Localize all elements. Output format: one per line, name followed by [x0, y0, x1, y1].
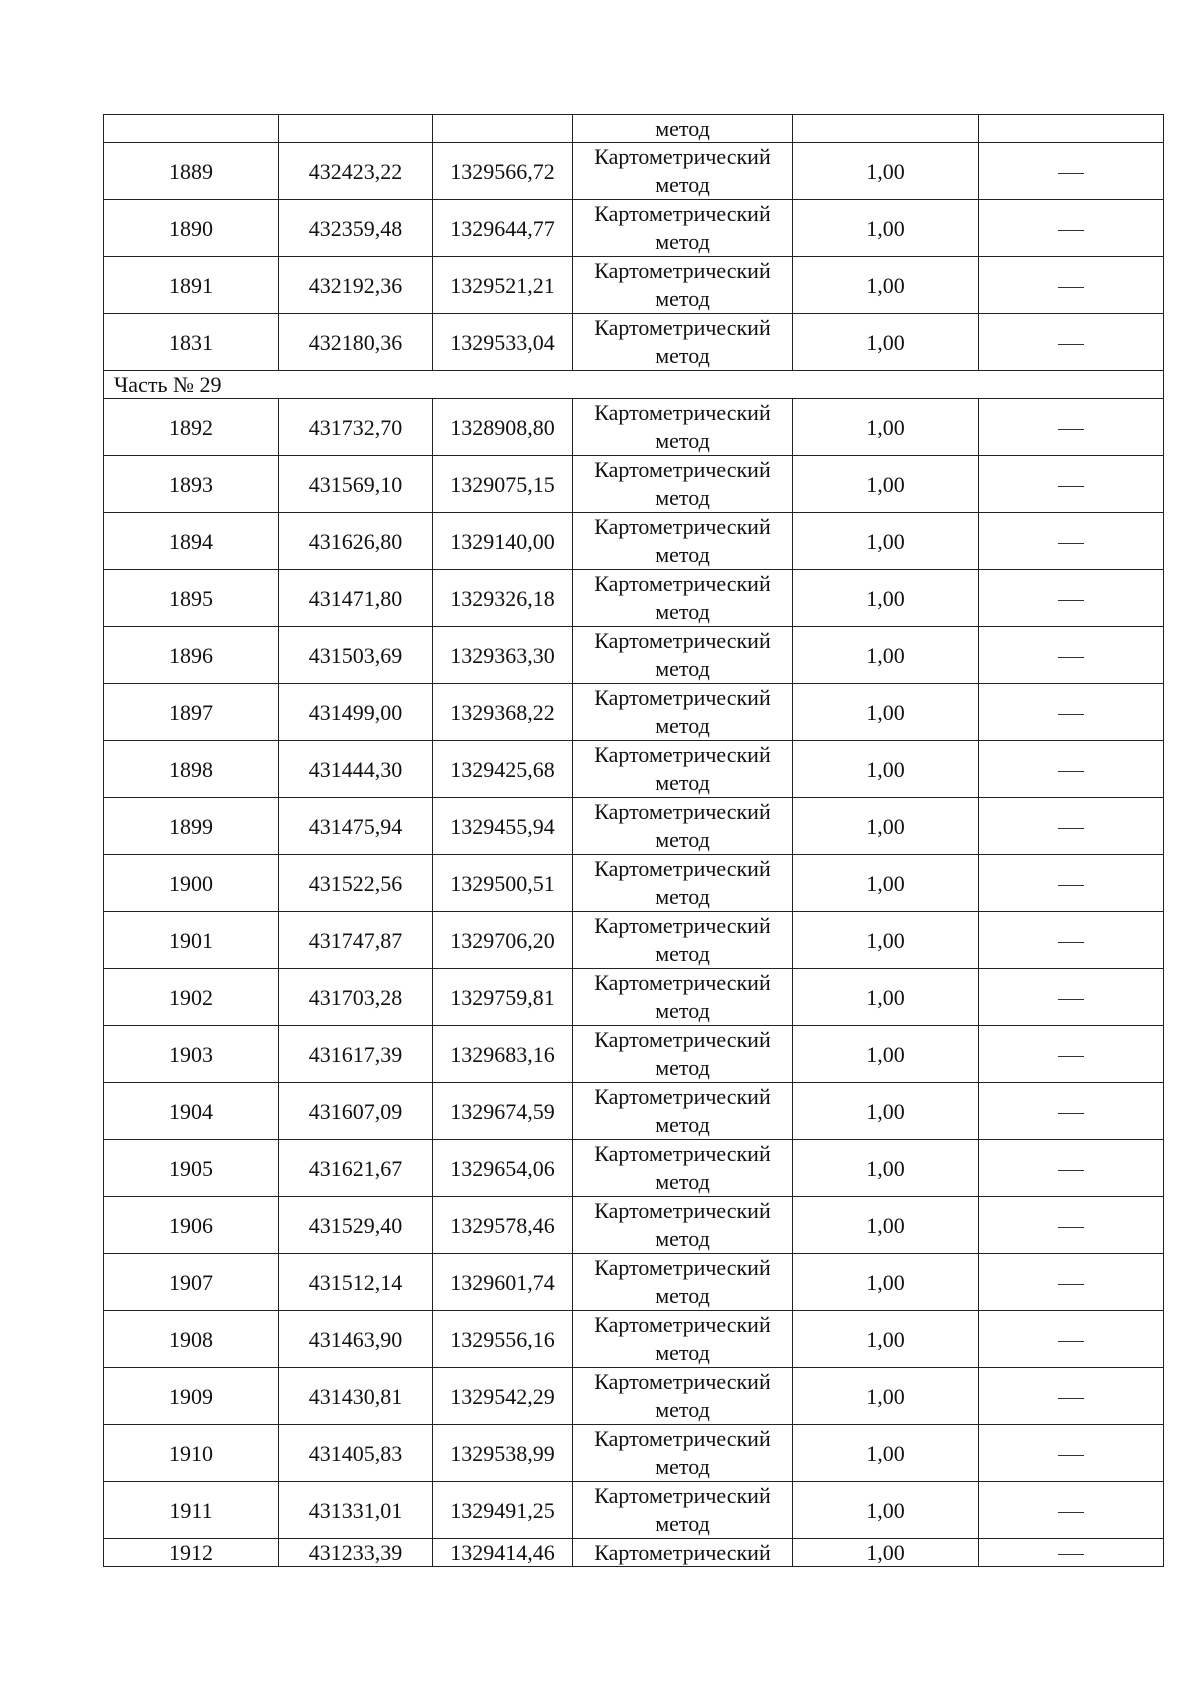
y-cell: 1329578,46	[433, 1197, 573, 1254]
accuracy-cell: 1,00	[793, 1482, 979, 1539]
point-cell: 1908	[104, 1311, 279, 1368]
method-cell	[573, 1197, 793, 1254]
table-row	[104, 513, 1164, 570]
dash-mark	[1058, 942, 1084, 943]
method-line: Картометрический	[594, 1483, 771, 1508]
description-cell	[979, 1311, 1164, 1368]
point-cell	[104, 115, 279, 143]
x-cell: 432359,48	[279, 200, 433, 257]
y-cell: 1329654,06	[433, 1140, 573, 1197]
accuracy-cell: 1,00	[793, 1539, 979, 1567]
method-line: Картометрический	[594, 514, 771, 539]
table-row	[104, 741, 1164, 798]
description-cell	[979, 200, 1164, 257]
point-cell: 1890	[104, 200, 279, 257]
accuracy-cell: 1,00	[793, 1083, 979, 1140]
accuracy-cell: 1,00	[793, 257, 979, 314]
description-cell	[979, 1140, 1164, 1197]
accuracy-cell: 1,00	[793, 627, 979, 684]
point-cell: 1897	[104, 684, 279, 741]
y-cell: 1329140,00	[433, 513, 573, 570]
point-cell: 1910	[104, 1425, 279, 1482]
table-row	[104, 798, 1164, 855]
point-cell: 1899	[104, 798, 279, 855]
y-cell: 1329521,21	[433, 257, 573, 314]
method-line: метод	[655, 998, 710, 1023]
dash-mark	[1058, 486, 1084, 487]
x-cell: 431569,10	[279, 456, 433, 513]
method-line: Картометрический	[594, 258, 771, 283]
accuracy-cell: 1,00	[793, 314, 979, 371]
x-cell: 431444,30	[279, 741, 433, 798]
y-cell: 1329533,04	[433, 314, 573, 371]
description-cell	[979, 1083, 1164, 1140]
coordinates-table-body	[104, 115, 1164, 1567]
description-cell	[979, 143, 1164, 200]
description-cell	[979, 399, 1164, 456]
table-row	[104, 1539, 1164, 1567]
y-cell: 1329674,59	[433, 1083, 573, 1140]
method-cell	[573, 1425, 793, 1482]
description-cell	[979, 1197, 1164, 1254]
x-cell: 431331,01	[279, 1482, 433, 1539]
method-line: метод	[655, 1511, 710, 1536]
y-cell: 1329491,25	[433, 1482, 573, 1539]
method-cell	[573, 570, 793, 627]
dash-mark	[1058, 1554, 1084, 1555]
y-cell: 1329326,18	[433, 570, 573, 627]
method-cell	[573, 1254, 793, 1311]
x-cell: 431626,80	[279, 513, 433, 570]
y-cell: 1329759,81	[433, 969, 573, 1026]
table-row	[104, 1425, 1164, 1482]
accuracy-cell: 1,00	[793, 1425, 979, 1482]
description-cell	[979, 741, 1164, 798]
table-row	[104, 1368, 1164, 1425]
table-row	[104, 570, 1164, 627]
table-row	[104, 1083, 1164, 1140]
method-cell	[573, 627, 793, 684]
dash-mark	[1058, 429, 1084, 430]
x-cell: 431621,67	[279, 1140, 433, 1197]
point-cell: 1901	[104, 912, 279, 969]
x-cell: 431471,80	[279, 570, 433, 627]
method-line: Картометрический	[594, 201, 771, 226]
point-cell: 1896	[104, 627, 279, 684]
method-line: Картометрический	[594, 685, 771, 710]
method-line: метод	[655, 1226, 710, 1251]
x-cell: 431732,70	[279, 399, 433, 456]
table-row	[104, 912, 1164, 969]
description-cell	[979, 1482, 1164, 1539]
y-cell	[433, 115, 573, 143]
accuracy-cell: 1,00	[793, 1197, 979, 1254]
method-line: Картометрический	[594, 1426, 771, 1451]
accuracy-cell: 1,00	[793, 912, 979, 969]
description-cell	[979, 513, 1164, 570]
table-row	[104, 1482, 1164, 1539]
y-cell: 1329414,46	[433, 1539, 573, 1567]
description-cell	[979, 314, 1164, 371]
accuracy-cell: 1,00	[793, 798, 979, 855]
accuracy-cell: 1,00	[793, 1140, 979, 1197]
y-cell: 1329500,51	[433, 855, 573, 912]
x-cell: 431522,56	[279, 855, 433, 912]
dash-mark	[1058, 1056, 1084, 1057]
dash-mark	[1058, 287, 1084, 288]
x-cell: 431529,40	[279, 1197, 433, 1254]
method-line: Картометрический	[594, 144, 771, 169]
accuracy-cell: 1,00	[793, 399, 979, 456]
method-cell	[573, 1311, 793, 1368]
table-row	[104, 1254, 1164, 1311]
method-line: Картометрический	[594, 1198, 771, 1223]
method-cell	[573, 741, 793, 798]
point-cell: 1900	[104, 855, 279, 912]
point-cell: 1904	[104, 1083, 279, 1140]
y-cell: 1329075,15	[433, 456, 573, 513]
method-line: метод	[655, 770, 710, 795]
y-cell: 1329706,20	[433, 912, 573, 969]
point-cell: 1909	[104, 1368, 279, 1425]
method-line: метод	[655, 172, 710, 197]
table-row	[104, 143, 1164, 200]
x-cell: 431617,39	[279, 1026, 433, 1083]
dash-mark	[1058, 885, 1084, 886]
accuracy-cell: 1,00	[793, 1311, 979, 1368]
point-cell: 1893	[104, 456, 279, 513]
table-row	[104, 399, 1164, 456]
method-line: метод	[655, 485, 710, 510]
y-cell: 1329538,99	[433, 1425, 573, 1482]
table-row	[104, 314, 1164, 371]
table-row	[104, 200, 1164, 257]
method-cell	[573, 855, 793, 912]
method-cell	[573, 257, 793, 314]
description-cell	[979, 456, 1164, 513]
x-cell: 431463,90	[279, 1311, 433, 1368]
method-line: Картометрический	[594, 970, 771, 995]
dash-mark	[1058, 600, 1084, 601]
point-cell: 1907	[104, 1254, 279, 1311]
method-cell	[573, 969, 793, 1026]
dash-mark	[1058, 657, 1084, 658]
table-row	[104, 1311, 1164, 1368]
dash-mark	[1058, 173, 1084, 174]
method-cell	[573, 1140, 793, 1197]
method-line: метод	[655, 286, 710, 311]
method-line: метод	[655, 1340, 710, 1365]
point-cell: 1831	[104, 314, 279, 371]
accuracy-cell: 1,00	[793, 570, 979, 627]
point-cell: 1894	[104, 513, 279, 570]
dash-mark	[1058, 1113, 1084, 1114]
x-cell: 431499,00	[279, 684, 433, 741]
accuracy-cell: 1,00	[793, 969, 979, 1026]
table-row	[104, 684, 1164, 741]
method-cell	[573, 456, 793, 513]
dash-mark	[1058, 230, 1084, 231]
method-line: метод	[655, 1397, 710, 1422]
method-line: метод	[655, 1169, 710, 1194]
table-row	[104, 1026, 1164, 1083]
point-cell: 1912	[104, 1539, 279, 1567]
method-line: метод	[655, 941, 710, 966]
description-cell	[979, 570, 1164, 627]
y-cell: 1329556,16	[433, 1311, 573, 1368]
accuracy-cell: 1,00	[793, 143, 979, 200]
method-cell	[573, 513, 793, 570]
x-cell: 431233,39	[279, 1539, 433, 1567]
point-cell: 1903	[104, 1026, 279, 1083]
x-cell: 431747,87	[279, 912, 433, 969]
description-cell	[979, 798, 1164, 855]
point-cell: 1898	[104, 741, 279, 798]
table-row	[104, 257, 1164, 314]
part-header-row	[104, 371, 1164, 399]
x-cell: 431475,94	[279, 798, 433, 855]
accuracy-cell	[793, 115, 979, 143]
method-line: Картометрический	[594, 1369, 771, 1394]
method-line: метод	[655, 1454, 710, 1479]
table-row	[104, 1197, 1164, 1254]
description-cell	[979, 1425, 1164, 1482]
accuracy-cell: 1,00	[793, 741, 979, 798]
carryover-row	[104, 115, 1164, 143]
x-cell: 432192,36	[279, 257, 433, 314]
y-cell: 1329644,77	[433, 200, 573, 257]
method-line: метод	[655, 599, 710, 624]
description-cell	[979, 1026, 1164, 1083]
y-cell: 1329683,16	[433, 1026, 573, 1083]
method-line: Картометрический	[594, 1312, 771, 1337]
method-line: Картометрический	[594, 457, 771, 482]
method-line: метод	[655, 884, 710, 909]
part-label: Часть № 29	[104, 371, 1164, 399]
method-line: Картометрический	[594, 571, 771, 596]
description-cell	[979, 684, 1164, 741]
method-line: Картометрический	[594, 400, 771, 425]
method-line: метод	[655, 1112, 710, 1137]
table-row	[104, 627, 1164, 684]
method-line: Картометрический	[594, 1027, 771, 1052]
y-cell: 1329601,74	[433, 1254, 573, 1311]
method-line: метод	[655, 1055, 710, 1080]
method-line: метод	[655, 713, 710, 738]
method-cell	[573, 912, 793, 969]
point-cell: 1906	[104, 1197, 279, 1254]
y-cell: 1329542,29	[433, 1368, 573, 1425]
method-line: Картометрический	[594, 1084, 771, 1109]
method-line: метод	[655, 116, 710, 141]
table-row	[104, 855, 1164, 912]
table-row	[104, 456, 1164, 513]
x-cell: 431607,09	[279, 1083, 433, 1140]
method-cell	[573, 1026, 793, 1083]
method-line: Картометрический	[594, 856, 771, 881]
method-cell: Картометрический	[573, 1539, 793, 1567]
accuracy-cell: 1,00	[793, 1026, 979, 1083]
y-cell: 1329363,30	[433, 627, 573, 684]
method-cell	[573, 143, 793, 200]
description-cell	[979, 855, 1164, 912]
x-cell: 431512,14	[279, 1254, 433, 1311]
y-cell: 1329425,68	[433, 741, 573, 798]
x-cell: 431503,69	[279, 627, 433, 684]
accuracy-cell: 1,00	[793, 513, 979, 570]
dash-mark	[1058, 1455, 1084, 1456]
x-cell: 431405,83	[279, 1425, 433, 1482]
dash-mark	[1058, 1512, 1084, 1513]
method-cell	[573, 1482, 793, 1539]
accuracy-cell: 1,00	[793, 1254, 979, 1311]
method-line: Картометрический	[594, 1141, 771, 1166]
description-cell	[979, 969, 1164, 1026]
dash-mark	[1058, 714, 1084, 715]
point-cell: 1892	[104, 399, 279, 456]
method-cell	[573, 399, 793, 456]
method-line: метод	[655, 542, 710, 567]
point-cell: 1905	[104, 1140, 279, 1197]
description-cell	[979, 1254, 1164, 1311]
method-line: Картометрический	[594, 742, 771, 767]
description-cell	[979, 1368, 1164, 1425]
method-line: Картометрический	[594, 628, 771, 653]
method-line: метод	[655, 229, 710, 254]
method-cell	[573, 798, 793, 855]
dash-mark	[1058, 1227, 1084, 1228]
method-line: Картометрический	[594, 799, 771, 824]
dash-mark	[1058, 344, 1084, 345]
method-cell	[573, 115, 793, 143]
method-line: метод	[655, 1283, 710, 1308]
method-line: Картометрический	[594, 315, 771, 340]
y-cell: 1329455,94	[433, 798, 573, 855]
method-cell	[573, 1368, 793, 1425]
accuracy-cell: 1,00	[793, 456, 979, 513]
table-row	[104, 969, 1164, 1026]
y-cell: 1329368,22	[433, 684, 573, 741]
y-cell: 1328908,80	[433, 399, 573, 456]
x-cell: 432423,22	[279, 143, 433, 200]
description-cell	[979, 627, 1164, 684]
method-cell	[573, 1083, 793, 1140]
table-row	[104, 1140, 1164, 1197]
description-cell	[979, 257, 1164, 314]
method-cell	[573, 200, 793, 257]
x-cell	[279, 115, 433, 143]
method-cell	[573, 314, 793, 371]
point-cell: 1895	[104, 570, 279, 627]
method-line: Картометрический	[594, 913, 771, 938]
dash-mark	[1058, 1284, 1084, 1285]
x-cell: 431703,28	[279, 969, 433, 1026]
coordinates-table	[103, 114, 1164, 1567]
method-line: метод	[655, 827, 710, 852]
point-cell: 1889	[104, 143, 279, 200]
accuracy-cell: 1,00	[793, 684, 979, 741]
accuracy-cell: 1,00	[793, 1368, 979, 1425]
method-cell	[573, 684, 793, 741]
x-cell: 431430,81	[279, 1368, 433, 1425]
point-cell: 1902	[104, 969, 279, 1026]
method-line: метод	[655, 656, 710, 681]
description-cell	[979, 115, 1164, 143]
dash-mark	[1058, 1398, 1084, 1399]
x-cell: 432180,36	[279, 314, 433, 371]
description-cell	[979, 912, 1164, 969]
y-cell: 1329566,72	[433, 143, 573, 200]
point-cell: 1911	[104, 1482, 279, 1539]
method-line: Картометрический	[594, 1255, 771, 1280]
accuracy-cell: 1,00	[793, 855, 979, 912]
dash-mark	[1058, 543, 1084, 544]
dash-mark	[1058, 828, 1084, 829]
dash-mark	[1058, 999, 1084, 1000]
method-line: метод	[655, 343, 710, 368]
point-cell: 1891	[104, 257, 279, 314]
method-line: метод	[655, 428, 710, 453]
dash-mark	[1058, 1170, 1084, 1171]
dash-mark	[1058, 1341, 1084, 1342]
description-cell	[979, 1539, 1164, 1567]
accuracy-cell: 1,00	[793, 200, 979, 257]
dash-mark	[1058, 771, 1084, 772]
